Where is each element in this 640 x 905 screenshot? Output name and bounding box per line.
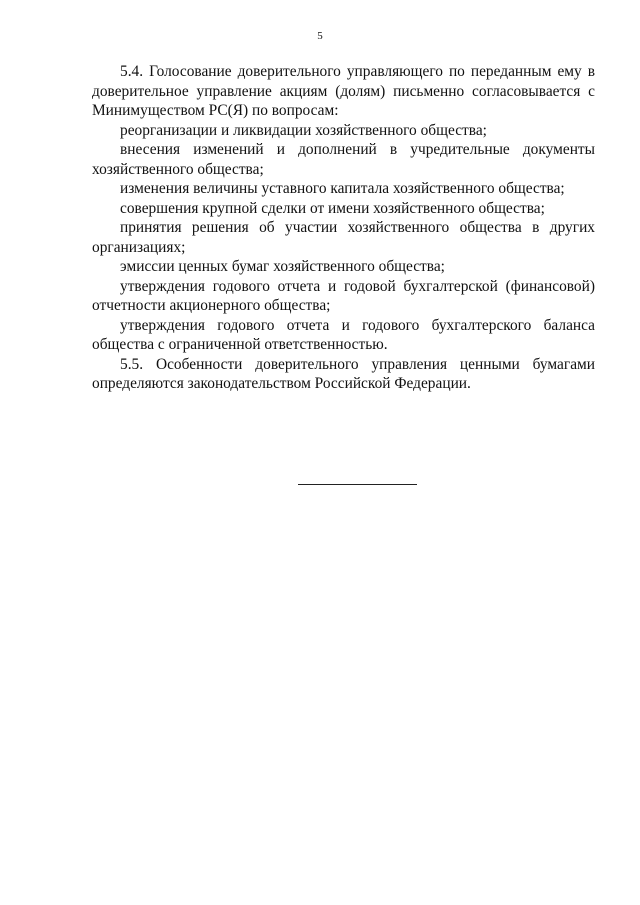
list-item-capital-change: изменения величины уставного капитала хозяйственного общества; [120,180,565,197]
list-item-major-transaction: совершения крупной сделки от имени хозяйственного общества; [120,199,545,217]
list-item-participation: принятия решения об участии хозяйственного общества в других организациях; [92,219,595,256]
list-item-charter-amendments: внесения изменений и дополнений в учредительные документы хозяйственного общества; [92,141,595,178]
list-item-jsc-annual-report: утверждения годового отчета и годовой бухгалтерской (финансовой) отчетности акционерного общества; [92,277,595,314]
page-number: 5 [317,30,323,42]
end-of-document-rule [298,484,417,485]
list-item-reorganization: реорганизации и ликвидации хозяйственного общества; [120,121,487,139]
paragraph-5-5: 5.5. Особенности доверительного управления ценными бумагами определяются законодательством Российской Федерации. [92,355,595,392]
list-item-llc-annual-report: утверждения годового отчета и годового бухгалтерского баланса общества с ограниченной ответственностью. [92,316,595,353]
list-item-securities-issue: эмиссии ценных бумаг хозяйственного общества; [120,258,445,275]
paragraph-5-4-intro: 5.4. Голосование доверительного управляющего по переданным ему в доверительное управление акциям (долям) письменно согласовывается с Минимуществом РС(Я) по вопросам: [92,63,595,119]
document-body [92,62,595,394]
